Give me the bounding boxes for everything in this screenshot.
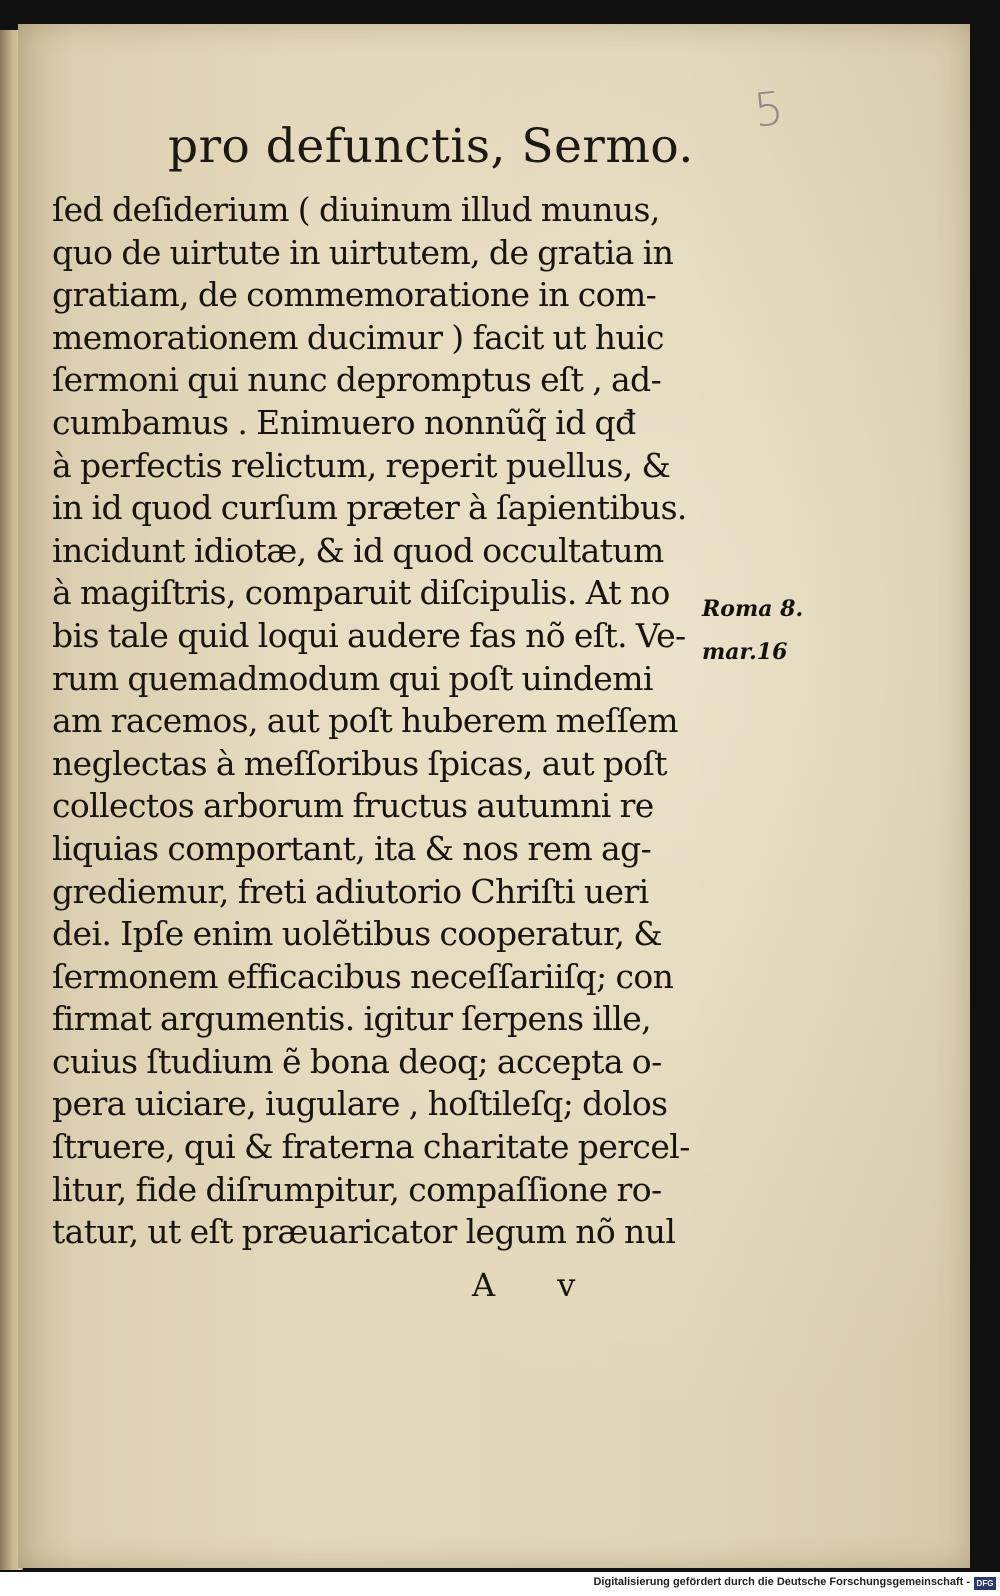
signature-mark: A v (472, 1266, 602, 1304)
text-line: rum quemadmodum qui poſt uindemi (52, 658, 653, 698)
book-page (18, 24, 970, 1568)
text-line: bis tale quid loqui audere fas nõ eſt. Ve- (52, 615, 686, 655)
running-head: pro defunctis, Sermo. (168, 119, 694, 174)
text-line: incidunt idiotæ, & id quod occultatum (52, 530, 664, 570)
handwritten-folio-number: 5 (751, 80, 787, 138)
dfg-logo-icon: DFG (974, 1577, 996, 1590)
text-line: am racemos, aut poſt huberem meſſem (52, 701, 678, 741)
text-line: à magiſtris, comparuit diſcipulis. At no (52, 573, 670, 613)
text-line: litur, fide diſrumpitur, compaſſione ro- (52, 1169, 662, 1209)
text-line: ſtruere, qui & fraterna charitate percel- (52, 1127, 690, 1167)
text-line: grediemur, freti adiutorio Chriſti ueri (52, 871, 649, 911)
body-text (52, 189, 692, 1254)
text-line: collectos arborum fructus autumni re (52, 786, 654, 826)
footer-credit: Digitalisierung gefördert durch die Deutsche Forschungsgemeinschaft - (593, 1576, 970, 1588)
text-line: dei. Ipſe enim uolẽtibus cooperatur, & (52, 914, 663, 954)
marginal-note: mar.16 (702, 639, 788, 665)
text-line: memorationem ducimur ) facit ut huic (52, 317, 664, 357)
text-line: tatur, ut eſt præuaricator legum nõ nul (52, 1212, 676, 1252)
text-line: ſermoni qui nunc depromptus eſt , ad- (52, 360, 662, 400)
text-line: cuius ſtudium ẽ bona deoq; accepta o- (52, 1041, 662, 1081)
marginal-note: Roma 8. (702, 596, 804, 622)
text-line: à perfectis relictum, reperit puellus, & (52, 445, 671, 485)
text-line: ſermonem efficacibus neceſſariiſq; con (52, 956, 674, 996)
text-line: neglectas à meſſoribus ſpicas, aut poſt (52, 743, 667, 783)
text-line: quo de uirtute in uirtutem, de gratia in (52, 232, 674, 272)
text-line: pera uiciare, iugulare , hoſtileſq; dolos (52, 1084, 668, 1124)
footer-bar (0, 1572, 1000, 1596)
text-line: firmat argumentis. igitur ſerpens ille, (52, 999, 652, 1039)
text-line: ſed deſiderium ( diuinum illud munus, (52, 190, 660, 229)
text-line: cumbamus . Enimuero nonnũq̃ id qđ (52, 402, 636, 442)
text-line: gratiam, de commemoratione in com- (52, 275, 657, 315)
text-line: in id quod curſum præter à ſapientibus. (52, 488, 687, 528)
text-line: liquias comportant, ita & nos rem ag- (52, 828, 652, 868)
